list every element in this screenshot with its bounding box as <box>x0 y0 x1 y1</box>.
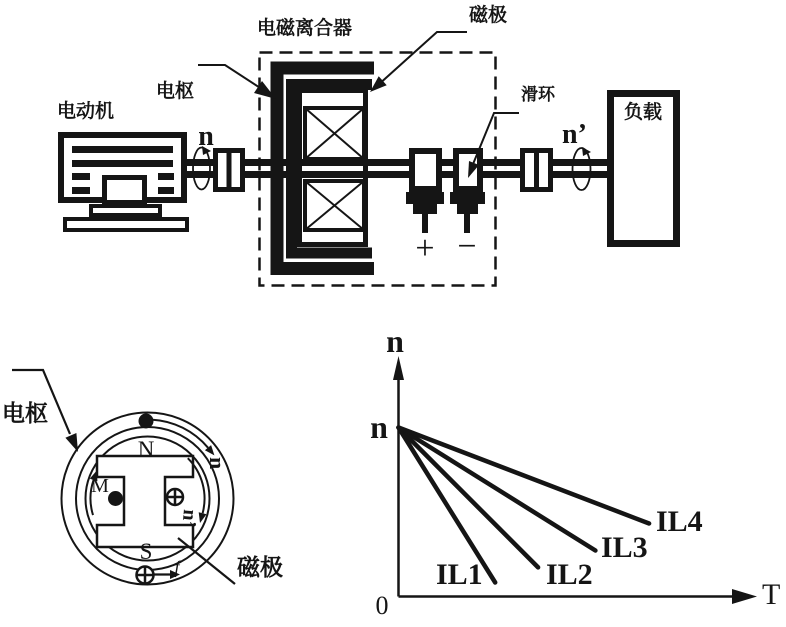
north-pole-label: N <box>137 437 155 462</box>
brush-1 <box>406 192 444 204</box>
series-line-IL3 <box>399 428 596 551</box>
schematic-top <box>57 3 677 286</box>
speed-torque-chart <box>370 323 780 620</box>
coil-top <box>305 108 364 159</box>
inner-rotation-label: n’ <box>177 508 201 529</box>
armature-leader <box>198 65 276 99</box>
pole-core <box>295 91 370 245</box>
slip-ring-2 <box>450 151 485 233</box>
current-out-dot <box>108 491 123 506</box>
brush-2 <box>450 192 485 204</box>
pole-leader <box>370 32 467 92</box>
series-label-IL4: IL4 <box>656 505 703 538</box>
x-axis-arrow <box>732 589 757 604</box>
output-rotation-symbol <box>573 147 592 190</box>
coil-bottom <box>305 181 364 230</box>
coupling-right <box>523 150 551 190</box>
motor-body <box>61 135 187 230</box>
series-line-IL4 <box>399 428 650 524</box>
series-label-IL1: IL1 <box>436 558 483 591</box>
ring-top-dot <box>139 414 154 429</box>
motor-label: 电动机 <box>57 101 115 122</box>
x-axis-label: T <box>762 578 781 611</box>
y-intercept-label: n <box>370 409 388 445</box>
coupling-left <box>216 150 243 190</box>
torque-label: M <box>91 475 109 497</box>
cross-pole-leader <box>178 538 235 584</box>
motor-pedestal <box>91 206 160 215</box>
origin-label: 0 <box>375 591 389 620</box>
outer-rotation-label: n <box>205 457 230 470</box>
input-speed-label: n <box>198 121 214 152</box>
dc-plus-terminal: + <box>415 230 435 267</box>
ring-bottom-current-symbol <box>137 567 154 584</box>
pole-label: 磁极 <box>469 5 508 26</box>
clutch-label: 电磁离合器 <box>257 18 353 39</box>
current-in-symbol <box>167 489 183 505</box>
south-pole-label: S <box>139 539 153 564</box>
y-axis-label: n <box>386 323 404 359</box>
armature-label: 电枢 <box>156 81 195 102</box>
y-axis-arrow <box>393 356 404 380</box>
series-label-IL3: IL3 <box>601 531 648 564</box>
force-label: f <box>174 557 180 577</box>
dc-minus-terminal: − <box>457 228 477 265</box>
output-speed-label: n’ <box>562 119 587 150</box>
input-rotation-symbol <box>193 146 211 190</box>
slip-ring-1 <box>406 151 444 233</box>
slip-ring-label: 滑环 <box>521 85 555 104</box>
cross-section <box>2 370 283 585</box>
slip-ring-leader <box>468 113 519 178</box>
cross-armature-label: 电枢 <box>2 400 48 426</box>
motor-base <box>65 219 187 230</box>
cross-pole-label: 磁极 <box>237 554 283 580</box>
series-line-IL2 <box>399 428 539 568</box>
series-label-IL2: IL2 <box>546 558 593 591</box>
load-label: 负载 <box>623 102 663 123</box>
